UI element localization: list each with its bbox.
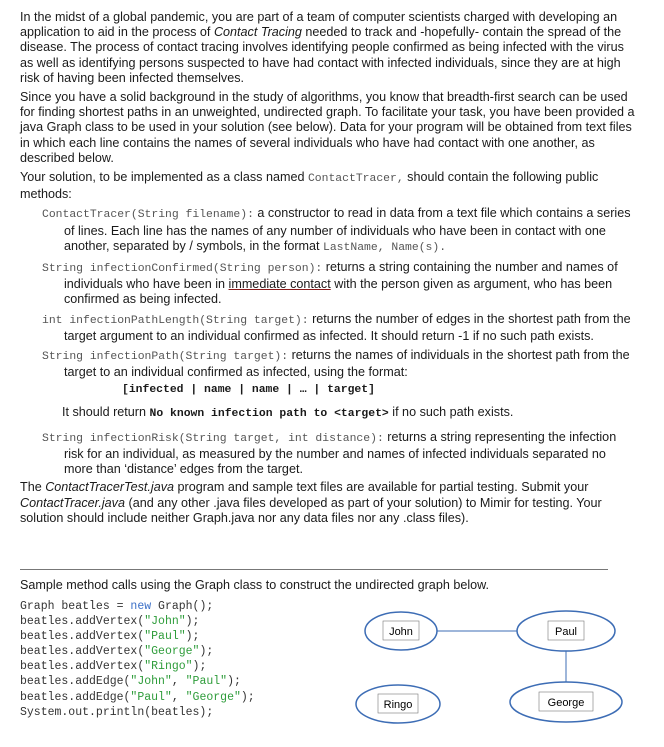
intro-paragraph-3: Your solution, to be implemented as a class named ContactTracer, should contain the following public methods: xyxy=(20,170,599,202)
beatles-graph xyxy=(350,605,660,745)
no-path-note: It should return No known infection path to <target> if no such path exists. xyxy=(62,404,514,420)
sample-title: Sample method calls using the Graph class to construct the undirected graph below. xyxy=(20,578,490,592)
code-line: beatles.addEdge("John", "Paul"); xyxy=(20,675,241,689)
node-george-label: George xyxy=(547,697,585,709)
divider xyxy=(20,569,608,570)
method-infection-path: String infectionPath(String target): returns the names of individuals in the shortest path from the target to an individual confirmed as infected, using the format: xyxy=(42,348,630,380)
node-ringo-label: Ringo xyxy=(383,699,413,711)
code-line: System.out.println(beatles); xyxy=(20,705,214,719)
intro-paragraph-1: In the midst of a global pandemic, you are part of a team of computer scientists charged with developing an application to aid in the process of Contact Tracing needed to track and -hopefully- contain the spread of the disease. The process of contact tracing involves identifying people confirmed as being infected with the virus as well as identifying persons suspected to have had contact with infected individuals, since they are at high risk of having been infected themselves. xyxy=(20,10,624,85)
code-line: beatles.addVertex("John"); xyxy=(20,615,200,629)
code-line: beatles.addVertex("Ringo"); xyxy=(20,660,207,674)
method-constructor: ContactTracer(String filename): a constructor to read in data from a text file which contains a series of lines. Each line has the names of any number of individuals who have been in contact with one another, separated by / symbols, in the format LastName, Name(s). xyxy=(42,206,631,254)
method-infection-risk: String infectionRisk(String target, int distance): returns a string representing the infection risk for an individual, as measured by the number and names of infected individuals separated no more than ‘distance’ edges from the target. xyxy=(42,429,617,477)
code-line: Graph beatles = new Graph(); xyxy=(20,600,214,613)
closing-paragraph: The ContactTracerTest.java program and sample text files are available for partial testing. Submit your ContactTracer.java (and any other .java files developed as part of your solution) to Mimir for testing. Your solution should include neither Graph.java nor any data files nor any .class files). xyxy=(20,480,602,525)
node-john-label: John xyxy=(389,626,413,638)
intro-paragraph-2: Since you have a solid background in the study of algorithms, you know that breadth-first search can be used for finding shortest paths in an unweighted, undirected graph. To facilitate your task, you have been provided a java Graph class to be used in your solution (see below). Data for your program will be obtained from text files in which each line contains the names of several individuals who have had contact with one another, as described below. xyxy=(20,90,635,165)
code-sample xyxy=(20,599,255,720)
method-infection-path-length: int infectionPathLength(String target): returns the number of edges in the shortest path from the target argument to an individual confirmed as infected. It should return -1 if no such path exists. xyxy=(42,311,631,343)
assignment-text xyxy=(20,10,638,530)
code-line: beatles.addVertex("George"); xyxy=(20,645,214,659)
method-infection-confirmed: String infectionConfirmed(String person): returns a string containing the number and names of individuals who have been in immediate contact with the person given as argument, who has been confirmed as being infected. xyxy=(42,260,618,307)
code-line: beatles.addEdge("Paul", "George"); xyxy=(20,690,255,704)
path-format: [infected | name | name | … | target] xyxy=(122,384,375,397)
code-line: beatles.addVertex("Paul"); xyxy=(20,630,200,644)
node-paul-label: Paul xyxy=(554,626,578,638)
